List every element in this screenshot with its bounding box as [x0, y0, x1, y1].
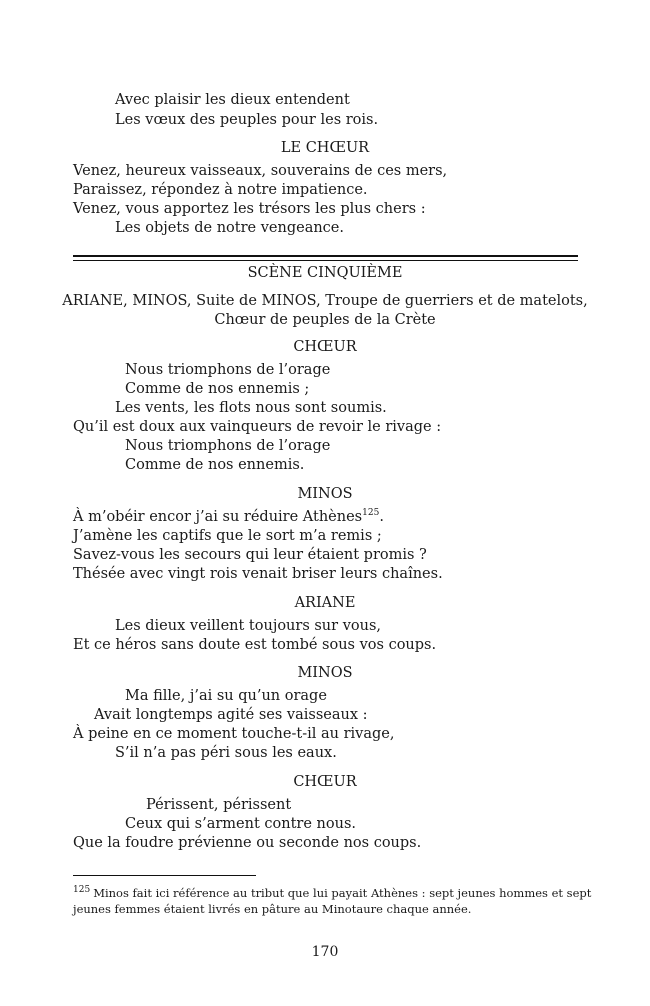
verse-line: Nous triomphons de l’orage	[125, 438, 331, 454]
verse-line: Savez-vous les secours qui leur étaient promis ?	[73, 547, 427, 563]
verse-line: S’il n’a pas péri sous les eaux.	[115, 745, 337, 761]
verse-line: Et ce héros sans doute est tombé sous vos coups.	[73, 637, 437, 653]
verse-line: Comme de nos ennemis.	[125, 457, 305, 473]
verse-line: Avec plaisir les dieux entendent	[115, 92, 350, 108]
verse-line: Ceux qui s’arment contre nous.	[125, 816, 356, 832]
verse-line: Paraissez, répondez à notre impatience.	[73, 182, 368, 198]
cast-list: ARIANE, MINOS, Suite de MINOS, Troupe de guerriers et de matelots,	[62, 293, 588, 309]
footnote-text: jeunes femmes étaient livrés en pâture au Minotaure chaque année.	[73, 902, 472, 916]
footnote-text: Minos fait ici référence au tribut que lui payait Athènes : sept jeunes hommes et sept	[93, 886, 592, 900]
speaker-label: MINOS	[297, 665, 353, 681]
footnote-reference[interactable]: 125	[362, 508, 380, 519]
verse-line: Les vents, les flots nous sont soumis.	[115, 400, 387, 416]
speaker-label: LE CHŒUR	[280, 140, 370, 156]
page-number: 170	[311, 944, 339, 960]
verse-line: Avait longtemps agité ses vaisseaux :	[94, 707, 368, 723]
verse-line: Ma fille, j’ai su qu’un orage	[125, 688, 327, 704]
verse-punct: .	[379, 509, 384, 525]
cast-list: Chœur de peuples de la Crète	[214, 312, 436, 328]
speaker-label: MINOS	[297, 486, 353, 502]
verse-line: Périssent, périssent	[146, 797, 292, 813]
verse-line: Les vœux des peuples pour les rois.	[115, 112, 379, 128]
speaker-label: ARIANE	[294, 595, 356, 611]
speaker-label: CHŒUR	[293, 774, 357, 790]
verse-line: Thésée avec vingt rois venait briser leurs chaînes.	[73, 566, 443, 582]
verse-line: Venez, heureux vaisseaux, souverains de ces mers,	[73, 163, 448, 179]
verse-line: Nous triomphons de l’orage	[125, 362, 331, 378]
verse-line: À peine en ce moment touche-t-il au rivage,	[73, 726, 395, 742]
verse-line: Venez, vous apportez les trésors les plus chers :	[73, 201, 426, 217]
verse-line: Qu’il est doux aux vainqueurs de revoir le rivage :	[73, 419, 442, 435]
verse-line: J’amène les captifs que le sort m’a remis ;	[73, 528, 382, 544]
scene-separator-thick	[73, 255, 578, 257]
scene-title: SCÈNE CINQUIÈME	[247, 265, 403, 281]
footnote-separator	[73, 875, 256, 876]
verse-text: À m’obéir encor j’ai su réduire Athènes	[73, 509, 363, 525]
verse-line: Comme de nos ennemis ;	[125, 381, 310, 397]
footnote-number: 125	[73, 885, 91, 896]
scene-separator-thin	[73, 260, 578, 261]
footnote	[73, 885, 591, 901]
verse-line: Que la foudre prévienne ou seconde nos coups.	[73, 835, 422, 851]
verse-line: Les objets de notre vengeance.	[115, 220, 344, 236]
verse-line	[73, 508, 384, 527]
speaker-label: CHŒUR	[293, 339, 357, 355]
verse-line: Les dieux veillent toujours sur vous,	[115, 618, 381, 634]
